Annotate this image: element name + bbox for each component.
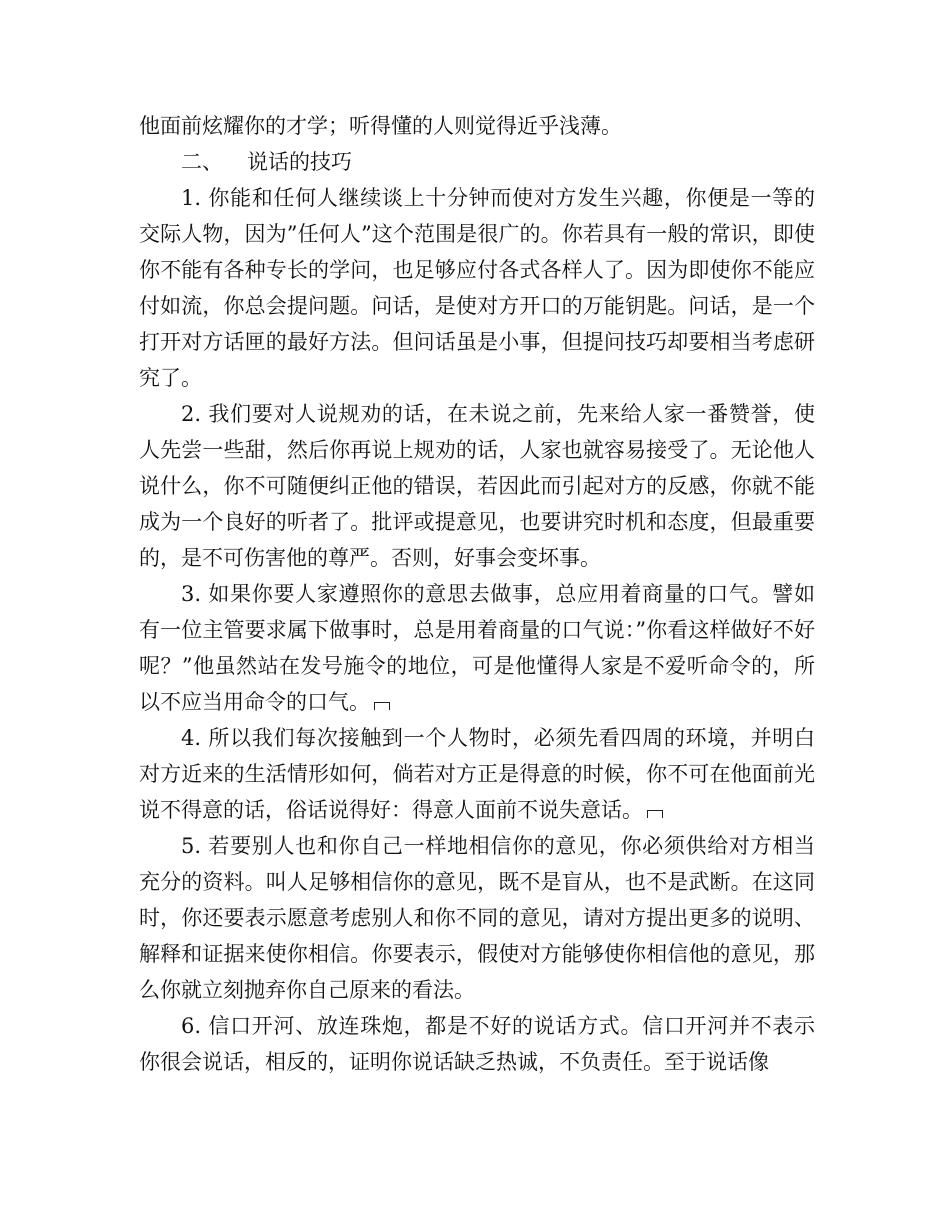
paragraph-item-6: 6. 信口开河、放连珠炮，都是不好的说话方式。信口开河并不表示你很会说话，相反的，证明你说话缺乏热诚，不负责任。至于说话像 (139, 1014, 815, 1074)
paragraph-item-3-text: 3. 如果你要人家遵照你的意思去做事，总应用着商量的口气。譬如有一位主管要求属下做事时，总是用着商量的口气说：”你看这样做好不好呢？”他虽然站在发号施令的地位，可是他懂得人家是不爱听命令的，所以不应当用命令的口气。 (139, 582, 815, 714)
paragraph-continuation: 他面前炫耀你的才学；听得懂的人则觉得近乎浅薄。 (139, 114, 622, 138)
paragraph-item-3 (139, 576, 815, 720)
section-heading (139, 144, 815, 180)
paragraph-item-4 (139, 720, 815, 828)
section-heading-number: 二、 (181, 150, 223, 174)
section-heading-title: 说话的技巧 (247, 150, 352, 174)
document-body (139, 108, 815, 1080)
paragraph-item-2: 2. 我们要对人说规劝的话，在未说之前，先来给人家一番赞誉，使人先尝一些甜，然后你再说上规劝的话，人家也就容易接受了。无论他人说什么，你不可随便纠正他的错误，若因此而引起对方的反感，你就不能成为一个良好的听者了。批评或提意见，也要讲究时机和态度，但最重要的，是不可伤害他的尊严。否则，好事会变坏事。 (139, 402, 815, 570)
bracket-mark-icon (374, 702, 390, 710)
bracket-mark-icon (647, 810, 663, 818)
paragraph-item-1: 1. 你能和任何人继续谈上十分钟而使对方发生兴趣，你便是一等的交际人物，因为”任何人”这个范围是很广的。你若具有一般的常识，即使你不能有各种专长的学问，也足够应付各式各样人了。因为即使你不能应付如流，你总会提问题。问话，是使对方开口的万能钥匙。问话，是一个打开对方话匣的最好方法。但问话虽是小事，但提问技巧却要相当考虑研究了。 (139, 186, 815, 390)
paragraph-item-4-text: 4. 所以我们每次接触到一个人物时，必须先看四周的环境，并明白对方近来的生活情形如何，倘若对方正是得意的时候，你不可在他面前光说不得意的话，俗话说得好：得意人面前不说失意话。 (139, 726, 815, 822)
paragraph-item-5: 5. 若要别人也和你自己一样地相信你的意见，你必须供给对方相当充分的资料。叫人足够相信你的意见，既不是盲从，也不是武断。在这同时，你还要表示愿意考虑别人和你不同的意见，请对方提出更多的说明、解释和证据来使你相信。你要表示，假使对方能够使你相信他的意见，那么你就立刻抛弃你自己原来的看法。 (139, 834, 815, 1002)
